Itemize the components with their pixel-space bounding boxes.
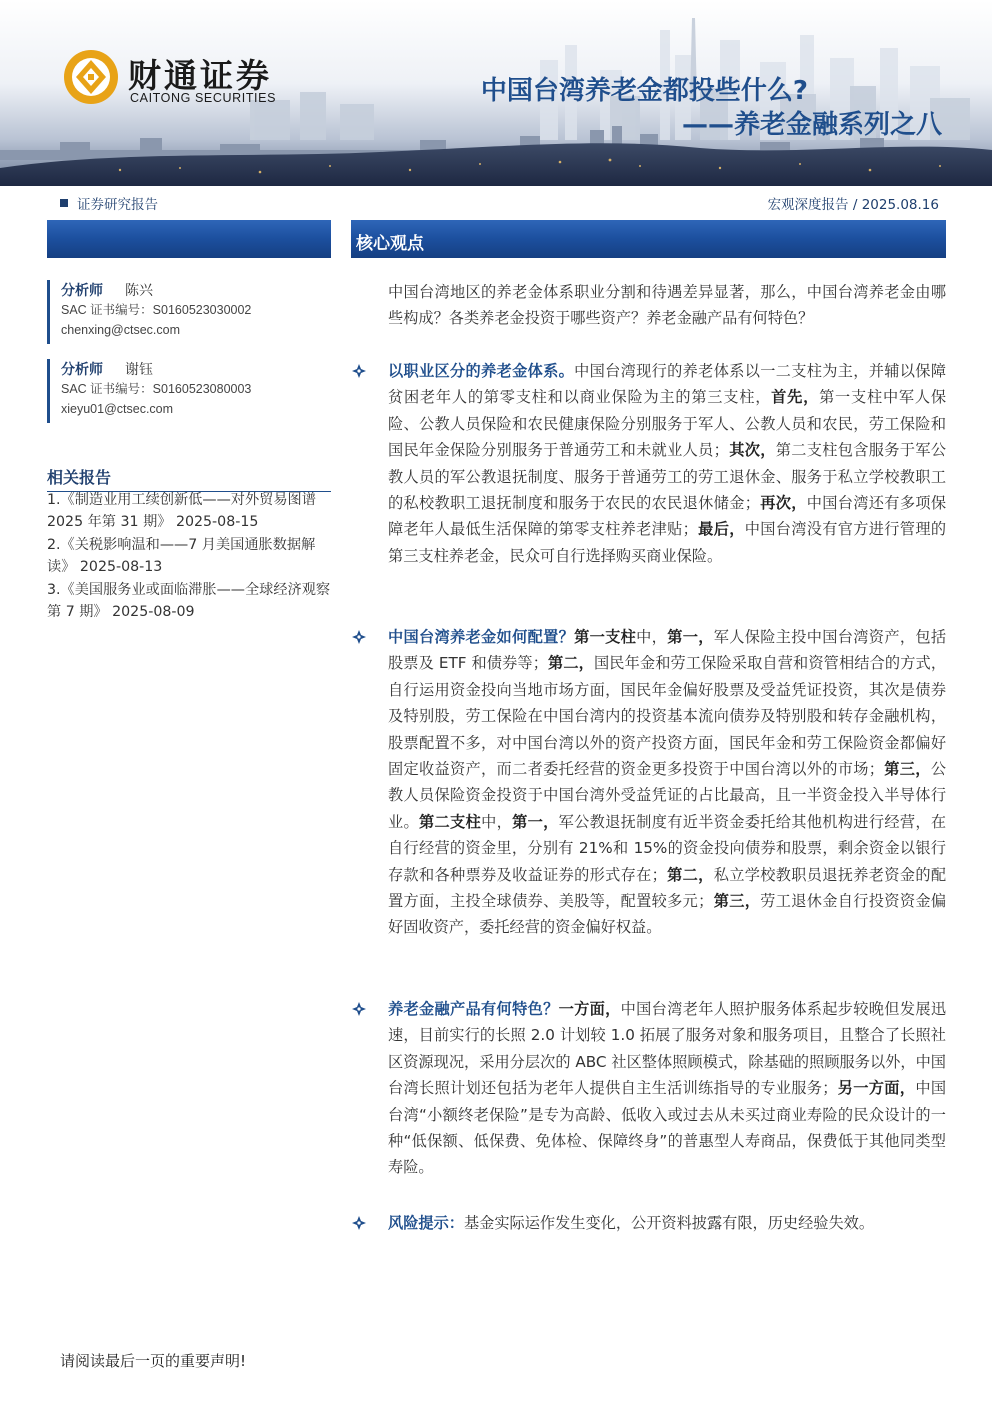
analyst-email[interactable]: chenxing@ctsec.com xyxy=(61,323,180,337)
keyword: 第二支柱 xyxy=(419,812,482,831)
diamond-bullet-icon xyxy=(352,364,366,378)
diamond-bullet-icon xyxy=(352,1002,366,1016)
analyst-name: 陈兴 xyxy=(125,283,153,299)
text-run: 第一支柱中军人保险、公教人员保险和农民健康保险分别服务于军人、公教人员和农民，劳工保险和国民年金保险分别服务于普通劳工和未就业人员； xyxy=(388,388,947,460)
company-logo xyxy=(62,48,302,110)
key-point-text xyxy=(388,996,946,1181)
text-run: 中， xyxy=(636,628,668,646)
analyst-email[interactable]: xieyu01@ctsec.com xyxy=(61,402,174,416)
key-point-heading: 以职业区分的养老金体系。 xyxy=(388,362,575,380)
keyword: 第一， xyxy=(512,812,559,831)
keyword: 其次， xyxy=(728,441,776,460)
report-subtitle: ——养老金融系列之八 xyxy=(681,110,942,140)
key-point-heading: 养老金融产品有何特色？ xyxy=(388,1000,559,1018)
diamond-bullet-icon xyxy=(352,630,366,644)
report-header xyxy=(0,0,992,186)
analyst-sac-number: SAC 证书编号：S0160523030002 xyxy=(61,303,252,317)
core-view-label: 核心观点 xyxy=(356,234,424,254)
keyword: 一方面， xyxy=(558,1000,621,1018)
key-point-text xyxy=(388,624,946,941)
analyst-sac-number: SAC 证书编号：S0160523080003 xyxy=(61,382,252,396)
keyword: 第一支柱 xyxy=(574,628,637,646)
analyst-role-row xyxy=(61,280,317,300)
text-run: 军人保险主投中国台湾资产，包括股票及 ETF 和债券等； xyxy=(388,628,947,673)
text-run: 基金实际运作发生变化，公开资料披露有限，历史经验失效。 xyxy=(463,1214,874,1232)
related-reports-title: 相关报告 xyxy=(47,465,331,492)
coin-logo-icon xyxy=(62,48,120,106)
key-point-heading: 中国台湾养老金如何配置？ xyxy=(388,628,575,646)
keyword: 第二， xyxy=(547,654,594,673)
related-reports-list xyxy=(47,489,337,623)
key-point-text xyxy=(388,1210,946,1236)
keyword: 另一方面， xyxy=(837,1079,916,1098)
core-view-banner xyxy=(351,220,946,258)
text-run: 国民年金和劳工保险采取自营和资管相结合的方式，自行运用资金投向当地市场方面，国民年金偏好股票及受益凭证投资，其次是债券及特别股，劳工保险在中国台湾内的投资基本流向债券及特别股和转存金融机构，股票配置不多，对中国台湾以外的资产投资方面，国民年金和劳工保险资金都偏好固定收益资产，而二者委托经营的资金更多投资于中国台湾以外的市场； xyxy=(388,654,947,779)
keyword: 第二， xyxy=(666,865,714,884)
key-point-heading: 风险提示： xyxy=(388,1214,464,1232)
keyword: 第三， xyxy=(713,892,761,911)
diamond-bullet-icon xyxy=(352,1216,366,1230)
sidebar-banner xyxy=(47,220,331,258)
key-point-text xyxy=(388,358,946,569)
text-run: 公教人员保险资金投资于中国台湾外受益凭证的占比最高，且一半资金投入半导体行业。 xyxy=(388,760,947,831)
report-type-text: 证券研究报告 xyxy=(77,197,158,213)
text-run: 劳工退休金自行投资资金偏好固收资产，委托经营的资金偏好权益。 xyxy=(388,892,947,937)
text-run: 中国台湾现行的养老体系以一二支柱为主，并辅以保障贫困老年人的第零支柱和以商业保险为主的第三支柱， xyxy=(388,362,947,407)
text-run: 中国台湾没有官方进行管理的第三支柱养老金，民众可自行选择购买商业保险。 xyxy=(388,520,947,565)
keyword: 再次， xyxy=(759,494,807,513)
analyst-name: 谢钰 xyxy=(125,362,153,378)
text-run: 军公教退抚制度有近半资金委托给其他机构进行经营，在自行经营的资金里，分别有 21%和 15%的资金投向债券和股票，剩余资金以银行存款和各种票券及收益证券的形式存在； xyxy=(388,812,947,884)
keyword: 第一， xyxy=(667,628,714,646)
text-run: 中国台湾老年人照护服务体系起步较晚但发展迅速，目前实行的长照 2.0 计划较 1.0 拓展了服务对象和服务项目，且整合了长照社区资源现况，采用分层次的 ABC 社区整体照顾模式，除基础的照顾服务以外，中国台湾长照计划还包括为老年人提供自主生活训练指导的专业服务； xyxy=(388,1000,947,1098)
logo-english-name: CAITONG SECURITIES xyxy=(130,91,277,105)
report-category-date: 宏观深度报告 / 2025.08.16 xyxy=(767,197,939,213)
text-run: 中， xyxy=(481,812,513,831)
key-point-products xyxy=(352,996,946,1181)
text-run: 私立学校教职员退抚养老资金的配置方面，主投全球债券、美股等，配置较多元； xyxy=(388,865,947,911)
related-report-item[interactable]: 2.《关税影响温和——7 月美国通胀数据解读》 2025-08-13 xyxy=(47,536,316,576)
keyword: 首先， xyxy=(771,388,820,407)
analyst-card xyxy=(47,359,317,423)
related-report-item[interactable]: 3.《美国服务业或面临滞胀——全球经济观察第 7 期》 2025-08-09 xyxy=(47,581,331,621)
disclaimer-notice: 请阅读最后一页的重要声明! xyxy=(60,1352,247,1370)
analyst-role: 分析师 xyxy=(61,283,103,299)
analyst-role-row xyxy=(61,359,317,379)
keyword: 最后， xyxy=(697,520,745,539)
intro-paragraph: 中国台湾地区的养老金体系职业分割和待遇差异显著，那么，中国台湾养老金由哪些构成？各类养老金投资于哪些资产？养老金融产品有何特色？ xyxy=(388,283,946,328)
key-point-risk xyxy=(352,1210,946,1236)
square-bullet-icon xyxy=(60,199,68,207)
text-run: 第二支柱包含服务于军公教人员的军公教退抚制度、服务于普通劳工的劳工退休金、服务于私立学校教职工的私校教职工退抚制度和服务于农民的农民退休储金； xyxy=(388,441,947,513)
text-run: 中国台湾“小额终老保险”是专为高龄、低收入或过去从未买过商业寿险的民众设计的一种“低保额、低保费、免体检、保障终身”的普惠型人寿商品，保费低于其他同类型寿险。 xyxy=(388,1079,947,1177)
analyst-role: 分析师 xyxy=(61,362,103,378)
keyword: 第三， xyxy=(883,760,931,779)
report-type-label xyxy=(60,193,158,213)
report-title: 中国台湾养老金都投些什么? xyxy=(480,76,808,106)
logo-chinese-name: 财通证券 xyxy=(128,56,272,95)
key-point-allocation xyxy=(352,624,946,941)
key-point-occupational-system xyxy=(352,358,946,569)
analyst-card xyxy=(47,280,317,344)
related-report-item[interactable]: 1.《制造业用工续创新低——对外贸易图谱 2025 年第 31 期》 2025-08-15 xyxy=(47,492,316,531)
text-run: 中国台湾还有多项保障老年人最低生活保障的第零支柱养老津贴； xyxy=(388,494,947,539)
